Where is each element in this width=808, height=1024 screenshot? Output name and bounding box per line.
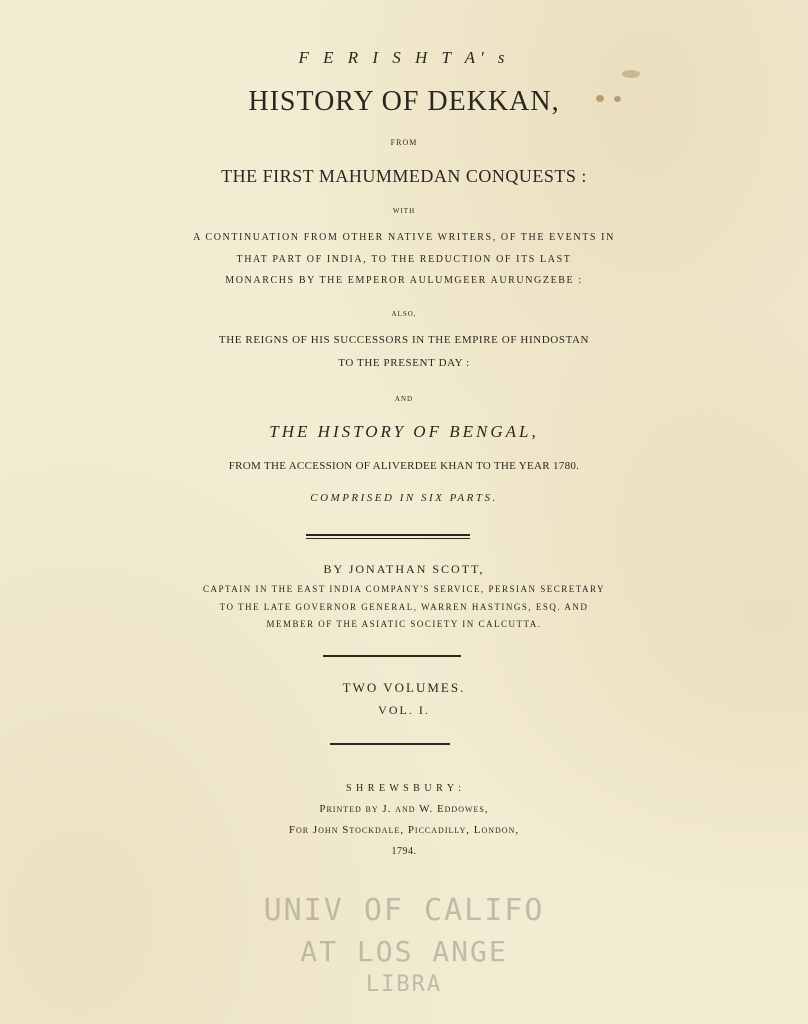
- reigns-line-2: TO THE PRESENT DAY :: [338, 357, 470, 369]
- author-desc-line-3: MEMBER OF THE ASIATIC SOCIETY IN CALCUTTA.: [266, 619, 542, 629]
- author-desc-line-2: TO THE LATE GOVERNOR GENERAL, WARREN HASTINGS, ESQ. AND: [219, 602, 589, 612]
- and-label: AND: [394, 395, 414, 403]
- year-line: 1794.: [391, 846, 417, 857]
- continuation-line-2: THAT PART OF INDIA, TO THE REDUCTION OF ITS LAST: [236, 254, 572, 265]
- vol-line: VOL. I.: [378, 703, 430, 717]
- comprised-line: COMPRISED IN SIX PARTS.: [310, 492, 498, 504]
- author-desc-line-1: CAPTAIN IN THE EAST INDIA COMPANY'S SERVICE, PERSIAN SECRETARY: [202, 584, 606, 594]
- also-label: ALSO,: [391, 310, 417, 318]
- from-label: FROM: [390, 138, 418, 147]
- continuation-line-1: A CONTINUATION FROM OTHER NATIVE WRITERS, OF THE EVENTS IN: [193, 232, 615, 243]
- library-stamp-line-2: AT LOS ANGE: [300, 935, 508, 968]
- divider-rule: [306, 534, 470, 539]
- divider-rule: [323, 655, 461, 657]
- with-label: WITH: [392, 207, 416, 215]
- conquests-line: THE FIRST MAHUMMEDAN CONQUESTS :: [221, 166, 587, 186]
- reigns-line-1: THE REIGNS OF HIS SUCCESSORS IN THE EMPIRE OF HINDOSTAN: [218, 334, 590, 346]
- by-author: BY JONATHAN SCOTT,: [323, 562, 485, 576]
- place-line: S H R E W S B U R Y :: [345, 783, 463, 794]
- continuation-line-3: MONARCHS BY THE EMPEROR AULUMGEER AURUNGZEBE :: [225, 275, 583, 286]
- ink-stain: [622, 70, 640, 78]
- library-stamp-line-3: LIBRA: [365, 972, 443, 997]
- volumes-line: TWO VOLUMES.: [342, 680, 466, 695]
- divider-rule: [330, 743, 450, 745]
- bengal-title: THE HISTORY OF BENGAL,: [269, 422, 539, 441]
- publisher-line: For John Stockdale, Piccadilly, London,: [288, 824, 520, 836]
- printer-line: Printed by J. and W. Eddowes,: [319, 803, 489, 815]
- library-stamp-line-1: UNIV OF CALIFO: [263, 893, 545, 928]
- main-title: HISTORY OF DEKKAN,: [248, 86, 560, 117]
- accession-line: FROM THE ACCESSION OF ALIVERDEE KHAN TO THE YEAR 1780.: [228, 460, 580, 472]
- author-possessive: F E R I S H T A' s: [298, 48, 510, 67]
